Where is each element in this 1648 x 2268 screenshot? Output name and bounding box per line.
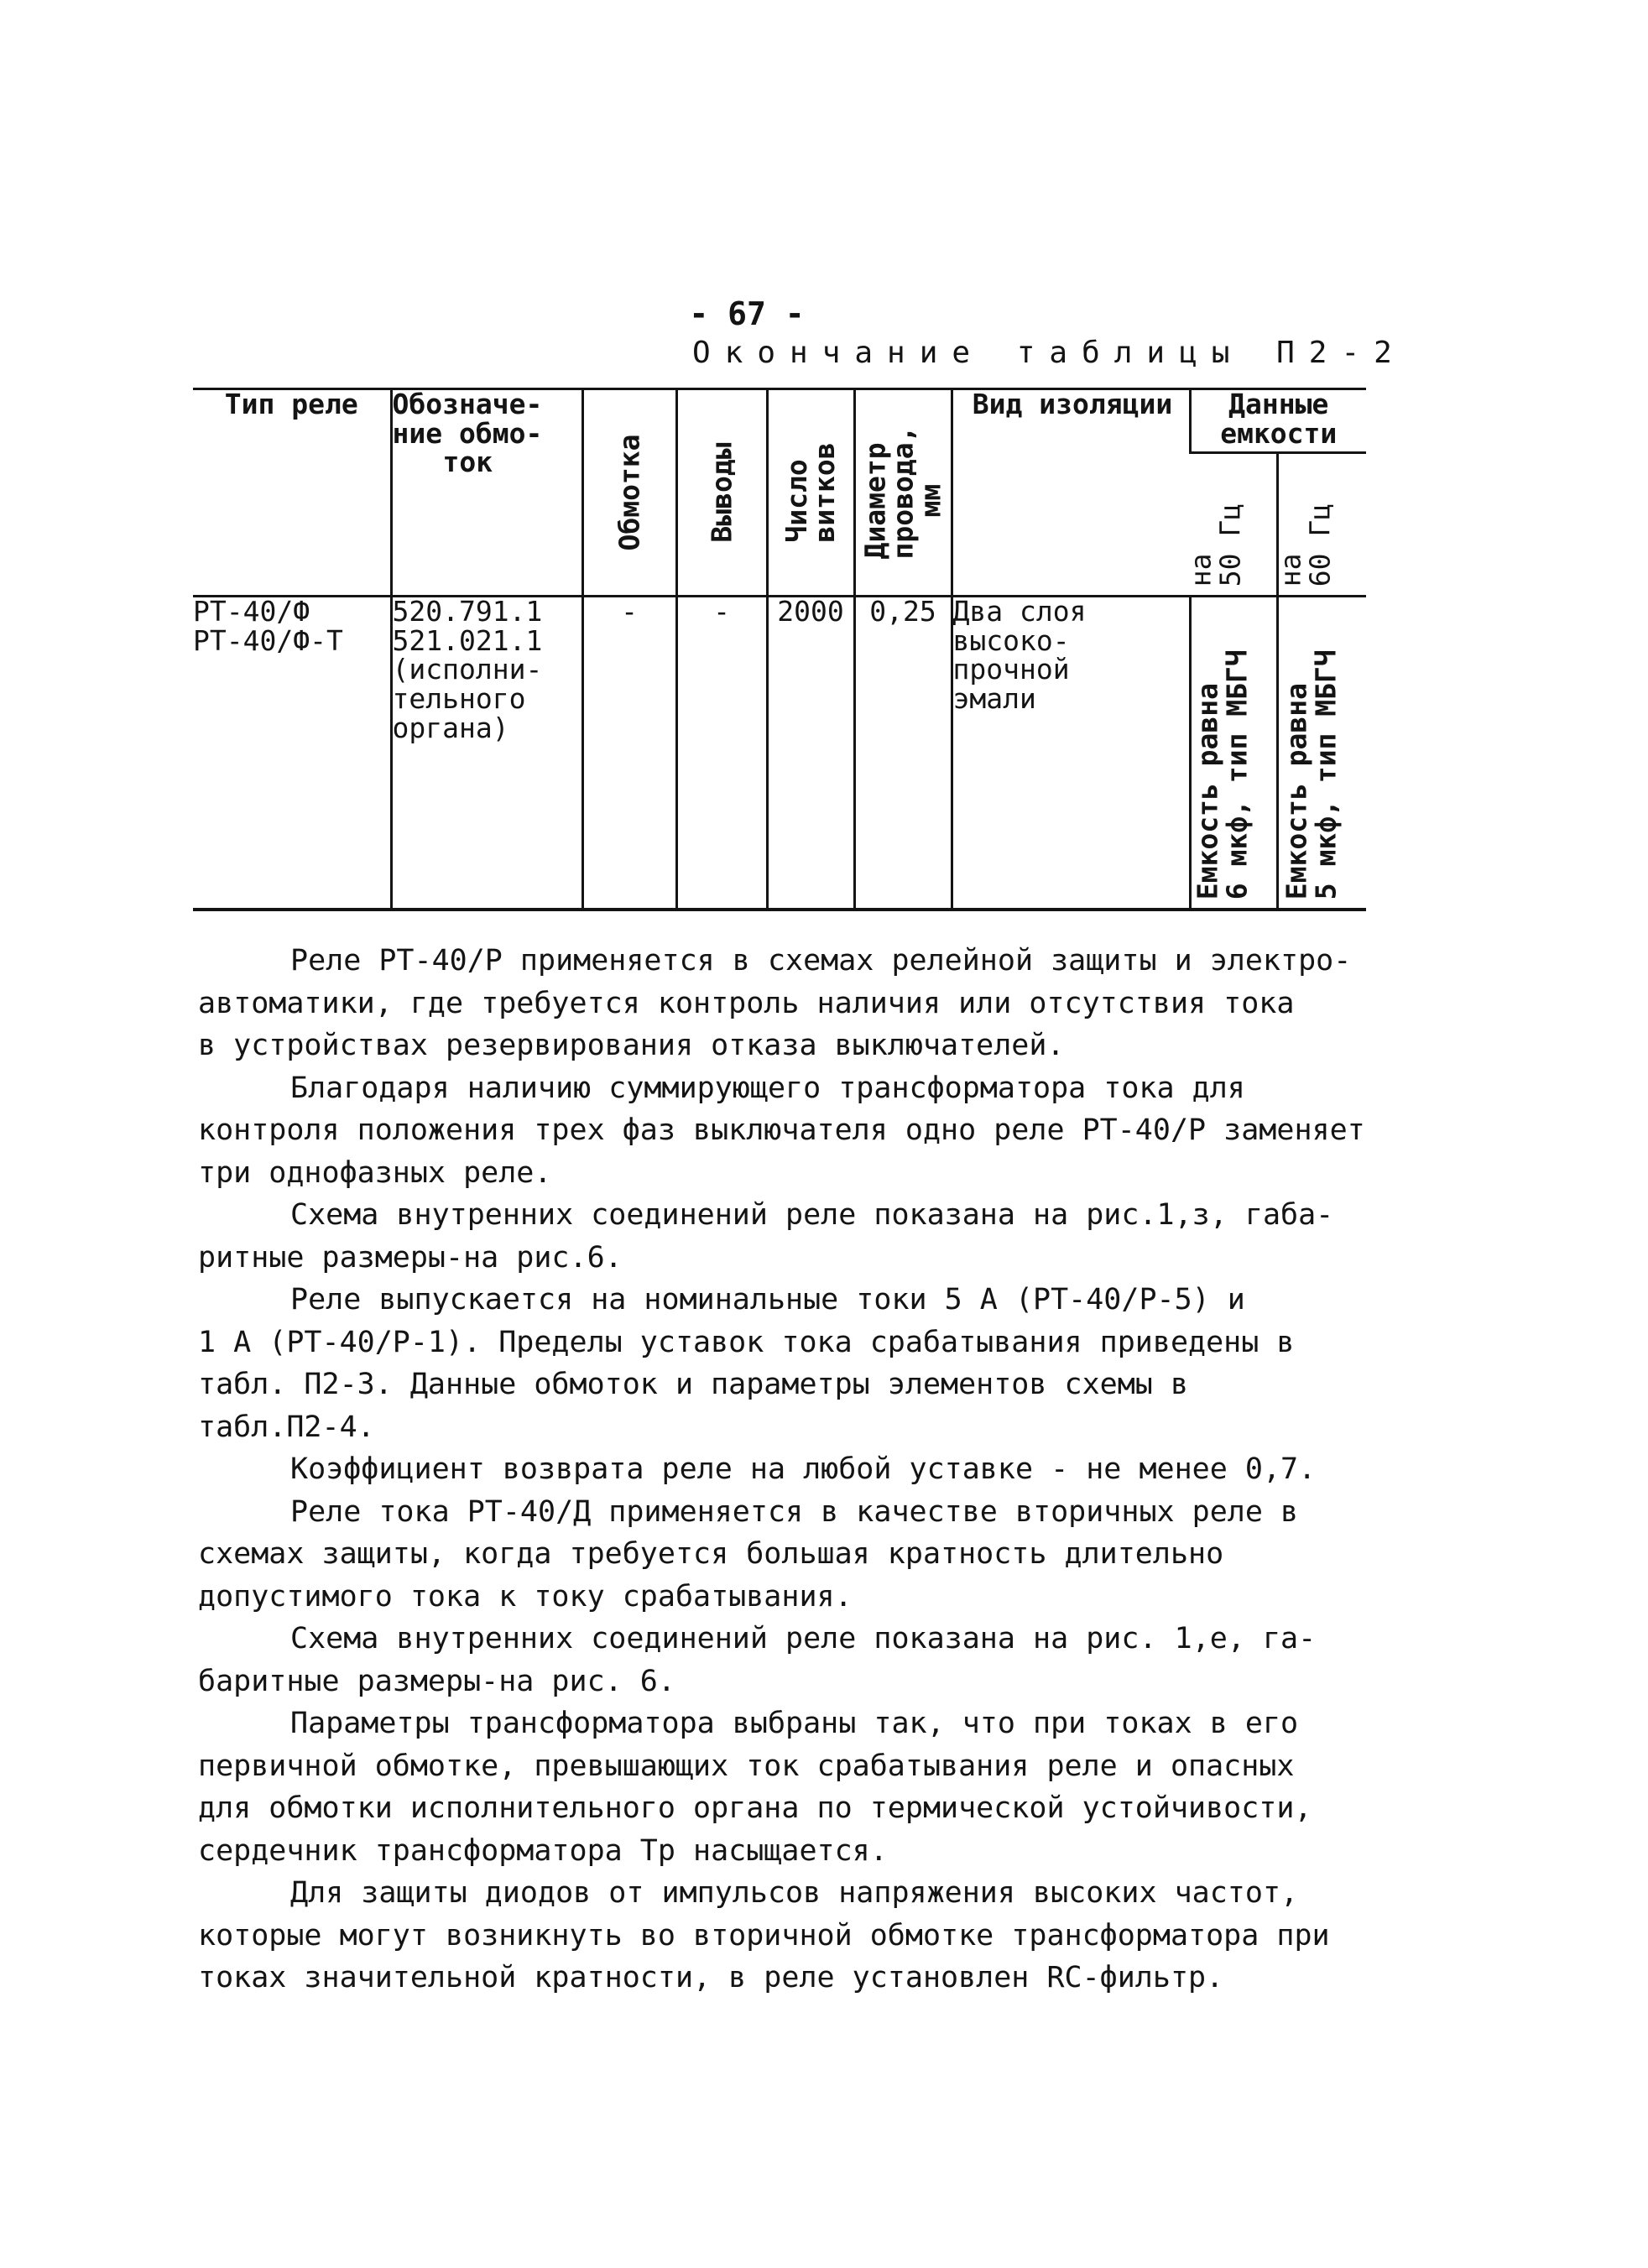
paragraph: Схема внутренних соединений реле показана на рис.1,з, габа- ритные размеры-на рис.6. [198, 1198, 1334, 1275]
cell-leads: - [676, 597, 767, 910]
cell-insulation: Два слоя высоко- прочной эмали [952, 597, 1190, 910]
paragraph: Реле тока РТ-40/Д применяется в качестве вторичных реле в схемах защиты, когда требуется большая кратность длительно допустимого тока к току срабатывания. [198, 1494, 1299, 1614]
header-at-50hz: на 50 Гц [1190, 453, 1277, 597]
cell-turns: 2000 [767, 597, 854, 910]
cell-at-50hz: Емкость равна 6 мкф, тип МБГЧ [1190, 597, 1277, 910]
paragraph: Реле РТ-40/Р применяется в схемах релейной защиты и электро- автоматики, где требуется контроль наличия или отсутствия тока в устройствах резервирования отказа выключателей. [198, 944, 1352, 1062]
table-row [193, 597, 1366, 910]
cell-winding-designation: 520.791.1 521.021.1 (исполни- тельного органа) [391, 597, 582, 910]
paragraph: Для защиты диодов от импульсов напряжения высоких частот, которые могут возникнуть во вторичной обмотке трансформатора при токах значительной кратности, в реле установлен RC-фильтр. [198, 1876, 1330, 1994]
paragraph: Коэффициент возврата реле на любой уставке - не менее 0,7. [290, 1452, 1317, 1486]
paragraph: Параметры трансформатора выбраны так, что при токах в его первичной обмотке, превышающих ток срабатывания реле и опасных для обмотки исполнительного органа по термической устойчивости, сердечник трансформатора Тр насыщается. [198, 1707, 1312, 1868]
header-turns: Число витков [767, 389, 854, 597]
paragraph: Благодаря наличию суммирующего трансформатора тока для контроля положения трех фаз выключателя одно реле РТ-40/Р заменяет три однофазных реле. [198, 1071, 1365, 1190]
body-text [198, 940, 1406, 1999]
cell-wire-diameter: 0,25 [854, 597, 952, 910]
table-caption: Окончание таблицы П2-2 [692, 336, 1406, 370]
header-capacitance-data: Данные емкости [1190, 389, 1366, 453]
relay-spec-table [193, 388, 1366, 911]
header-relay-type: Тип реле [193, 389, 391, 597]
cell-winding: - [582, 597, 676, 910]
cell-at-60hz: Емкость равна 5 мкф, тип МБГЧ [1277, 597, 1366, 910]
header-insulation: Вид изоляции [952, 389, 1190, 597]
header-leads: Выводы [676, 389, 767, 597]
paragraph: Реле выпускается на номинальные токи 5 А (РТ-40/Р-5) и 1 А (РТ-40/Р-1). Пределы уставок тока срабатывания приведены в табл. П2-3. Данные обмоток и параметры элементов схемы в табл.П2-4. [198, 1283, 1295, 1444]
header-winding-designation: Обозначе- ние обмо- ток [391, 389, 582, 597]
header-at-60hz: на 60 Гц [1277, 453, 1366, 597]
cell-relay-types: РТ-40/Ф РТ-40/Ф-Т [193, 597, 391, 910]
page-number: - 67 - [689, 295, 805, 332]
paragraph: Схема внутренних соединений реле показана на рис. 1,е, га- баритные размеры-на рис. 6. [198, 1622, 1317, 1698]
header-wire-diameter: Диаметр провода, мм [854, 389, 952, 597]
header-winding: Обмотка [582, 389, 676, 597]
